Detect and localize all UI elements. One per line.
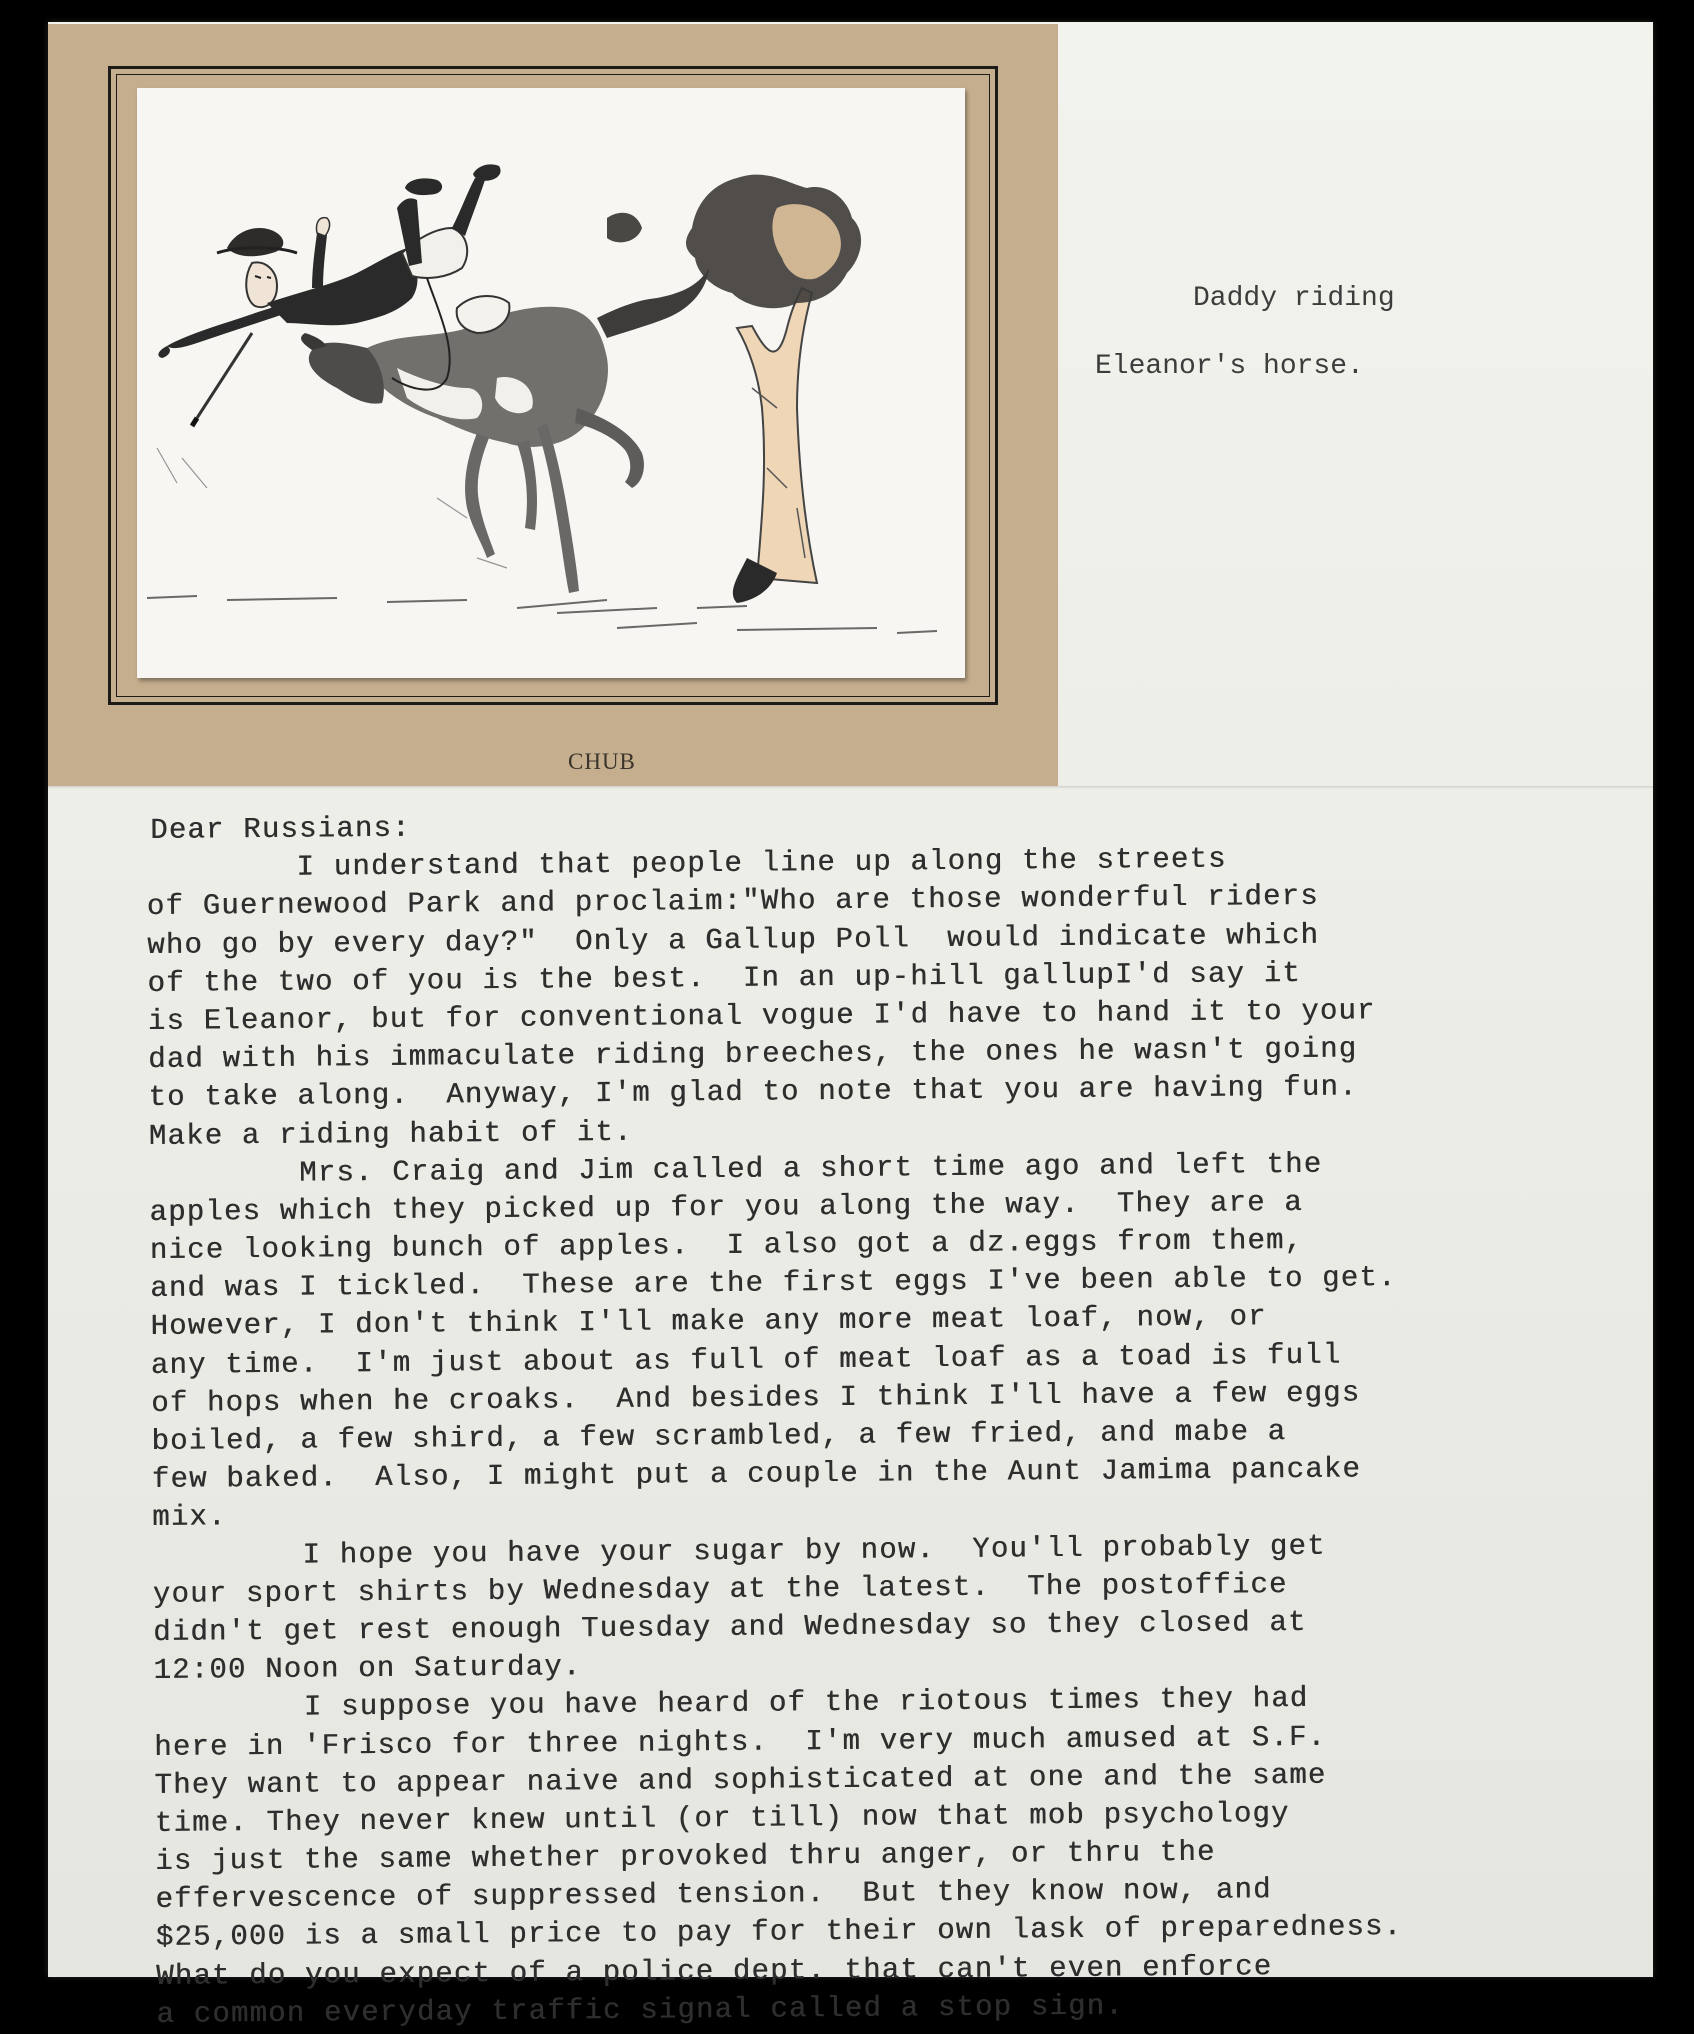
letter-line: dad with his immaculate riding breeches, the ones he wasn't going: [148, 1032, 1358, 1077]
letter-line: of Guernewood Park and proclaim:"Who are those wonderful riders: [146, 880, 1319, 924]
letter-line: here in 'Frisco for three nights. I'm very much amused at S.F.: [154, 1720, 1327, 1764]
letter-line: I hope you have your sugar by now. You'll probably get: [302, 1529, 1326, 1572]
letter-line: I understand that people line up along the streets: [296, 842, 1227, 884]
drawing-caption-line-1: Daddy riding: [1193, 283, 1395, 314]
letter-line: to take along. Anyway, I'm glad to note that you are having fun.: [148, 1070, 1358, 1115]
letter-line: boiled, a few shird, a few scrambled, a few fried, and mabe a: [151, 1415, 1287, 1458]
horse-drawing: [137, 88, 965, 678]
letter-line: 12:00 Noon on Saturday.: [153, 1650, 582, 1688]
letter-salutation: Dear Russians:: [150, 811, 411, 847]
drawing-caption-line-2: Eleanor's horse.: [1095, 351, 1364, 382]
letter-line: However, I don't think I'll make any more meat loaf, now, or: [150, 1300, 1267, 1344]
letter-line: effervescence of suppressed tension. But they know now, and: [155, 1873, 1272, 1917]
letter-line: They want to appear naive and sophisticated at one and the same: [154, 1758, 1327, 1802]
paper-fold: [48, 786, 1653, 789]
letter-line: any time. I'm just about as full of meat loaf as a toad is full: [150, 1338, 1342, 1382]
letter-line: few baked. Also, I might put a couple in the Aunt Jamima pancake: [151, 1452, 1362, 1497]
letter-line: and was I tickled. These are the first eggs I've been able to get.: [150, 1261, 1397, 1306]
artist-label: CHUB: [568, 749, 636, 774]
letter-line: I suppose you have heard of the riotous times they had: [303, 1682, 1309, 1724]
letter-line: didn't get rest enough Tuesday and Wednesday so they closed at: [153, 1605, 1307, 1649]
letter-line: who go by every day?" Only a Gallup Poll would indicate which: [147, 918, 1320, 962]
letter-line: time. They never knew until (or till) now that mob psychology: [154, 1796, 1290, 1840]
letter-line: Make a riding habit of it.: [148, 1115, 633, 1153]
letter-line: a common everyday traffic signal called a stop sign.: [156, 1989, 1124, 2031]
letter-line: nice looking bunch of apples. I also got a dz.eggs from them,: [149, 1223, 1304, 1268]
letter-line: your sport shirts by Wednesday at the latest. The postoffice: [152, 1567, 1288, 1611]
letter-line: is just the same whether provoked thru anger, or thru the: [155, 1835, 1216, 1879]
letter-line: is Eleanor, but for conventional vogue I'd have to hand it to your: [147, 994, 1376, 1038]
letter-line: mix.: [152, 1500, 227, 1535]
letter-line: Mrs. Craig and Jim called a short time ago and left the: [299, 1147, 1323, 1190]
letter-line: $25,000 is a small price to pay for their own lask of preparedness.: [155, 1910, 1403, 1955]
letter-line: apples which they picked up for you along the way. They are a: [149, 1185, 1303, 1229]
letter-line: of the two of you is the best. In an up-hill gallupI'd say it: [147, 956, 1301, 1000]
typed-letter: [146, 800, 1517, 2034]
letter-line: of hops when he croaks. And besides I think I'll have a few eggs: [151, 1376, 1361, 1420]
letter-line: What do you expect of a police dept. that can't even enforce: [156, 1949, 1273, 1993]
